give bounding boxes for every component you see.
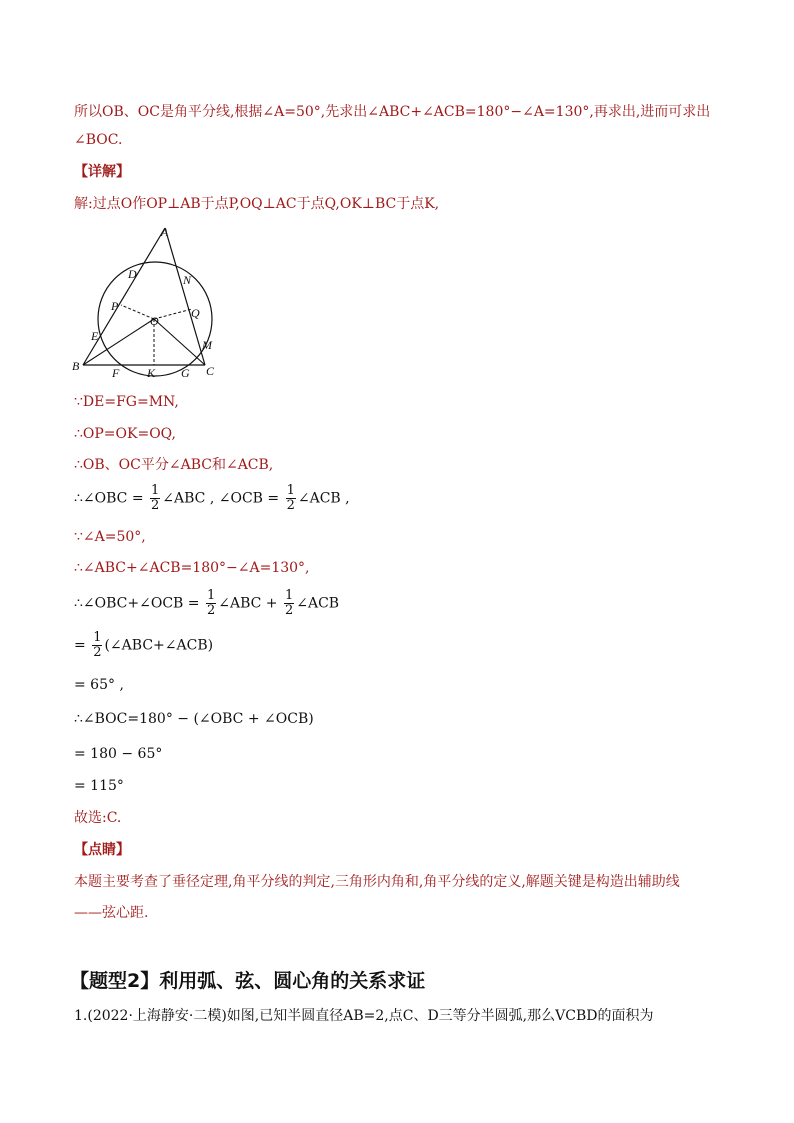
- detail-tag: 【详解】: [74, 164, 130, 180]
- step-9: = 65° ,: [74, 677, 124, 693]
- step-4-post: ∠ACB ,: [297, 490, 350, 507]
- question-1: 1.(2022·上海静安·二模)如图,已知半圆直径AB=2,点C、D三等分半圆弧,那么VCBD的面积为: [74, 1008, 654, 1024]
- fraction-half: $\frac{1}{2}$: [206, 588, 216, 618]
- step-2: ∴OP=OK=OQ,: [74, 426, 176, 442]
- segment-oq: [154, 309, 192, 319]
- step-4-mid: ∠ABC , ∠OCB =: [162, 490, 280, 507]
- fraction-half: $\frac{1}{2}$: [93, 630, 102, 660]
- fraction-half: $\frac{1}{2}$: [286, 483, 295, 513]
- step-4: [74, 484, 350, 513]
- step-8-post: (∠ABC+∠ACB): [104, 637, 214, 654]
- step-5: ∵∠A=50°,: [74, 529, 146, 545]
- step-8: [74, 631, 213, 660]
- step-10: ∴∠BOC=180° − (∠OBC + ∠OCB): [74, 711, 314, 727]
- analysis-line-1: 所以OB、OC是角平分线,根据∠A=50°,先求出∠ABC+∠ACB=180°−∠A=130°,再求出,进而可求出: [74, 104, 711, 120]
- label-m: M: [202, 338, 212, 352]
- step-1: ∵DE=FG=MN,: [74, 394, 179, 410]
- label-d: D: [128, 267, 137, 281]
- label-o: O: [150, 314, 159, 328]
- geometry-figure: [70, 222, 220, 382]
- label-f: F: [112, 366, 120, 380]
- label-b: B: [72, 359, 80, 373]
- side-ac: [165, 228, 205, 365]
- label-k: K: [147, 366, 156, 380]
- solution-intro: 解:过点O作OP⊥AB于点P,OQ⊥AC于点Q,OK⊥BC于点K,: [74, 196, 440, 212]
- step-7-pre: ∴∠OBC+∠OCB =: [74, 595, 200, 612]
- side-ab: [83, 228, 165, 365]
- step-3: ∴OB、OC平分∠ABC和∠ACB,: [74, 457, 274, 473]
- segment-oc: [154, 319, 205, 365]
- step-13: 故选:C.: [74, 810, 122, 826]
- comment-line-2: ——弦心距.: [74, 905, 149, 921]
- fraction-half: $\frac{1}{2}$: [284, 588, 294, 618]
- step-11: = 180 − 65°: [74, 746, 163, 762]
- label-a: A: [161, 225, 169, 239]
- label-c: C: [206, 364, 215, 378]
- step-4-pre: ∴∠OBC =: [74, 490, 144, 507]
- type-heading: 【题型2】利用弧、弦、圆心角的关系求证: [70, 970, 426, 992]
- step-12: = 115°: [74, 778, 124, 794]
- label-p: P: [111, 299, 119, 313]
- step-8-pre: =: [74, 637, 86, 654]
- analysis-line-2: ∠BOC.: [74, 132, 123, 148]
- comment-tag: 【点睛】: [74, 842, 130, 858]
- step-7-post: ∠ACB: [296, 595, 340, 612]
- comment-line-1: 本题主要考查了垂径定理,角平分线的判定,三角形内角和,角平分线的定义,解题关键是构造出辅助线: [74, 874, 680, 890]
- label-q: Q: [191, 306, 200, 320]
- label-e: E: [91, 329, 99, 343]
- fraction-half: $\frac{1}{2}$: [151, 483, 160, 513]
- step-6: ∴∠ABC+∠ACB=180°−∠A=130°,: [74, 560, 310, 576]
- step-7: [74, 589, 339, 618]
- label-g: G: [181, 366, 190, 380]
- label-n: N: [183, 273, 192, 287]
- step-7-mid: ∠ABC +: [218, 595, 278, 612]
